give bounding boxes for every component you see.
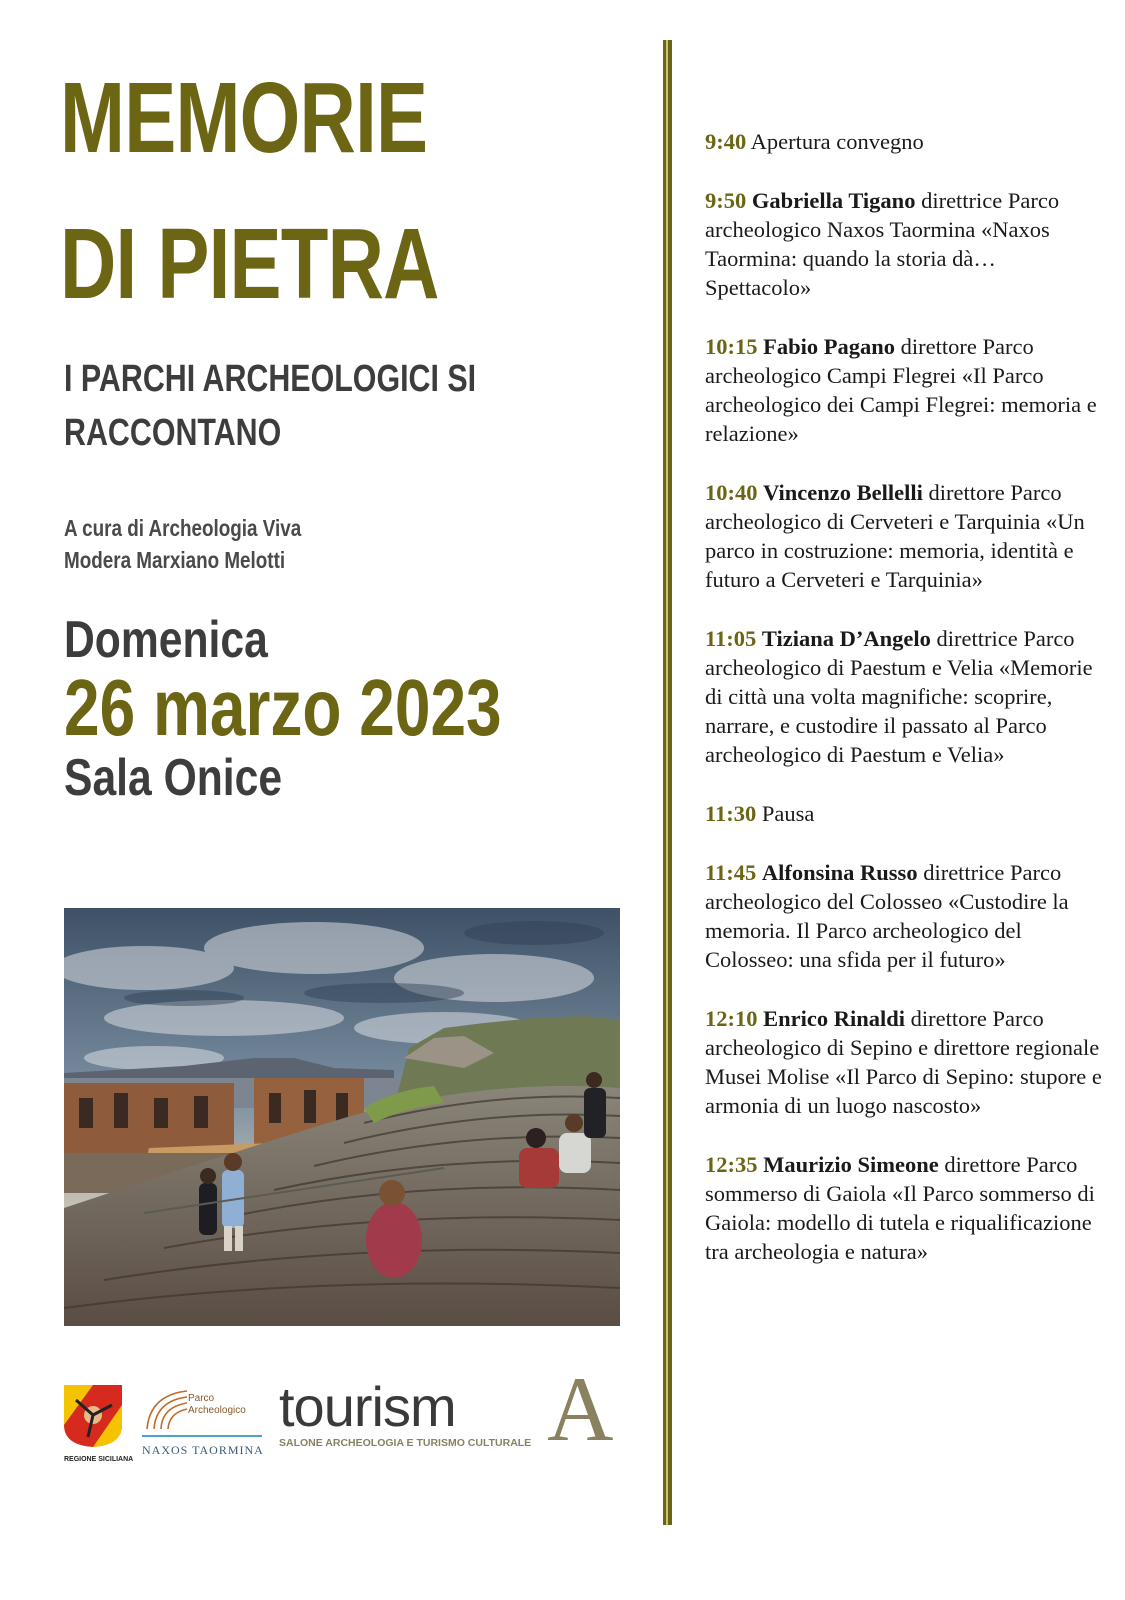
tourisma-tagline: SALONE ARCHEOLOGIA E TURISMO CULTURALE	[279, 1437, 532, 1449]
speaker-name: Enrico Rinaldi	[763, 1006, 906, 1031]
regione-label: REGIONE SICILIANA	[64, 1456, 134, 1463]
schedule-time: 12:10	[705, 1006, 758, 1031]
schedule-text: direttrice Parco archeologico Naxos Taormina «Naxos Taormina: quando la storia dà… Spettacolo»	[705, 188, 1060, 300]
schedule-time: 9:40	[705, 129, 747, 154]
schedule-item	[705, 332, 1105, 448]
speaker-name: Fabio Pagano	[763, 334, 896, 359]
title-line-1: MEMORIE	[60, 62, 428, 174]
theatre-photo	[64, 908, 620, 1326]
regione-siciliana-logo	[64, 1385, 134, 1463]
schedule-time: 11:30	[705, 801, 757, 826]
schedule-text: direttore Parco archeologico di Cerveteri e Tarquinia «Un parco in costruzione: memoria, identità e futuro a Cerveteri e Tarquinia»	[705, 480, 1085, 592]
vertical-divider	[663, 40, 672, 1525]
schedule-item	[705, 478, 1105, 594]
naxos-label-line1: Parco	[188, 1393, 215, 1404]
title-line-2: DI PIETRA	[60, 208, 439, 320]
schedule-text: Pausa	[761, 801, 815, 826]
sponsor-logos	[64, 1358, 644, 1480]
tourisma-logo	[279, 1358, 639, 1465]
schedule-item	[705, 127, 1105, 156]
schedule-item	[705, 858, 1105, 974]
speaker-name: Alfonsina Russo	[761, 860, 918, 885]
schedule-item	[705, 799, 1105, 828]
curated-by: A cura di Archeologia Viva	[64, 515, 302, 541]
schedule-time: 9:50	[705, 188, 747, 213]
naxos-label-line2: Archeologico	[188, 1405, 246, 1416]
trinacria-shield-icon	[64, 1385, 122, 1447]
naxos-name: NAXOS TAORMINA	[142, 1443, 264, 1457]
programme-schedule	[705, 127, 1105, 1296]
event-venue: Sala Onice	[64, 749, 283, 807]
tourisma-word: tourism	[279, 1375, 456, 1438]
tourisma-letter: A	[547, 1358, 614, 1460]
speaker-name: Maurizio Simeone	[763, 1152, 939, 1177]
schedule-text: direttrice Parco archeologico del Colosseo «Custodire la memoria. Il Parco archeologico del Colosseo: una sfida per il futuro»	[705, 860, 1069, 972]
schedule-item	[705, 624, 1105, 769]
schedule-text: direttore Parco sommerso di Gaiola «Il Parco sommerso di Gaiola: modello di tutela e riqualificazione tra archeologia e natura»	[705, 1152, 1095, 1264]
naxos-taormina-logo	[142, 1385, 267, 1465]
schedule-text: direttrice Parco archeologico di Paestum e Velia «Memorie di città una volta magnifiche: scoprire, narrare, e custodire il passato al Parco archeologico di Paestum e Velia»	[705, 626, 1093, 767]
subtitle-line-1: I PARCHI ARCHEOLOGICI SI	[64, 358, 477, 400]
event-date: 26 marzo 2023	[64, 663, 502, 752]
schedule-item	[705, 1150, 1105, 1266]
schedule-time: 11:45	[705, 860, 757, 885]
theatre-arc-icon	[142, 1387, 192, 1432]
speaker-name: Tiziana D’Angelo	[761, 626, 931, 651]
schedule-text: direttore Parco archeologico di Sepino e direttore regionale Musei Molise «Il Parco di Sepino: stupore e armonia di un luogo nascosto»	[705, 1006, 1102, 1118]
schedule-time: 11:05	[705, 626, 757, 651]
schedule-item	[705, 186, 1105, 302]
event-day: Domenica	[64, 611, 268, 669]
moderator: Modera Marxiano Melotti	[64, 547, 286, 573]
schedule-time: 12:35	[705, 1152, 758, 1177]
schedule-time: 10:15	[705, 334, 758, 359]
speaker-name: Gabriella Tigano	[751, 188, 916, 213]
schedule-time: 10:40	[705, 480, 758, 505]
schedule-text: direttore Parco archeologico Campi Flegrei «Il Parco archeologico dei Campi Flegrei: memoria e relazione»	[705, 334, 1097, 446]
schedule-text: Apertura convegno	[750, 129, 924, 154]
subtitle-line-2: RACCONTANO	[64, 412, 282, 454]
speaker-name: Vincenzo Bellelli	[763, 480, 923, 505]
schedule-item	[705, 1004, 1105, 1120]
